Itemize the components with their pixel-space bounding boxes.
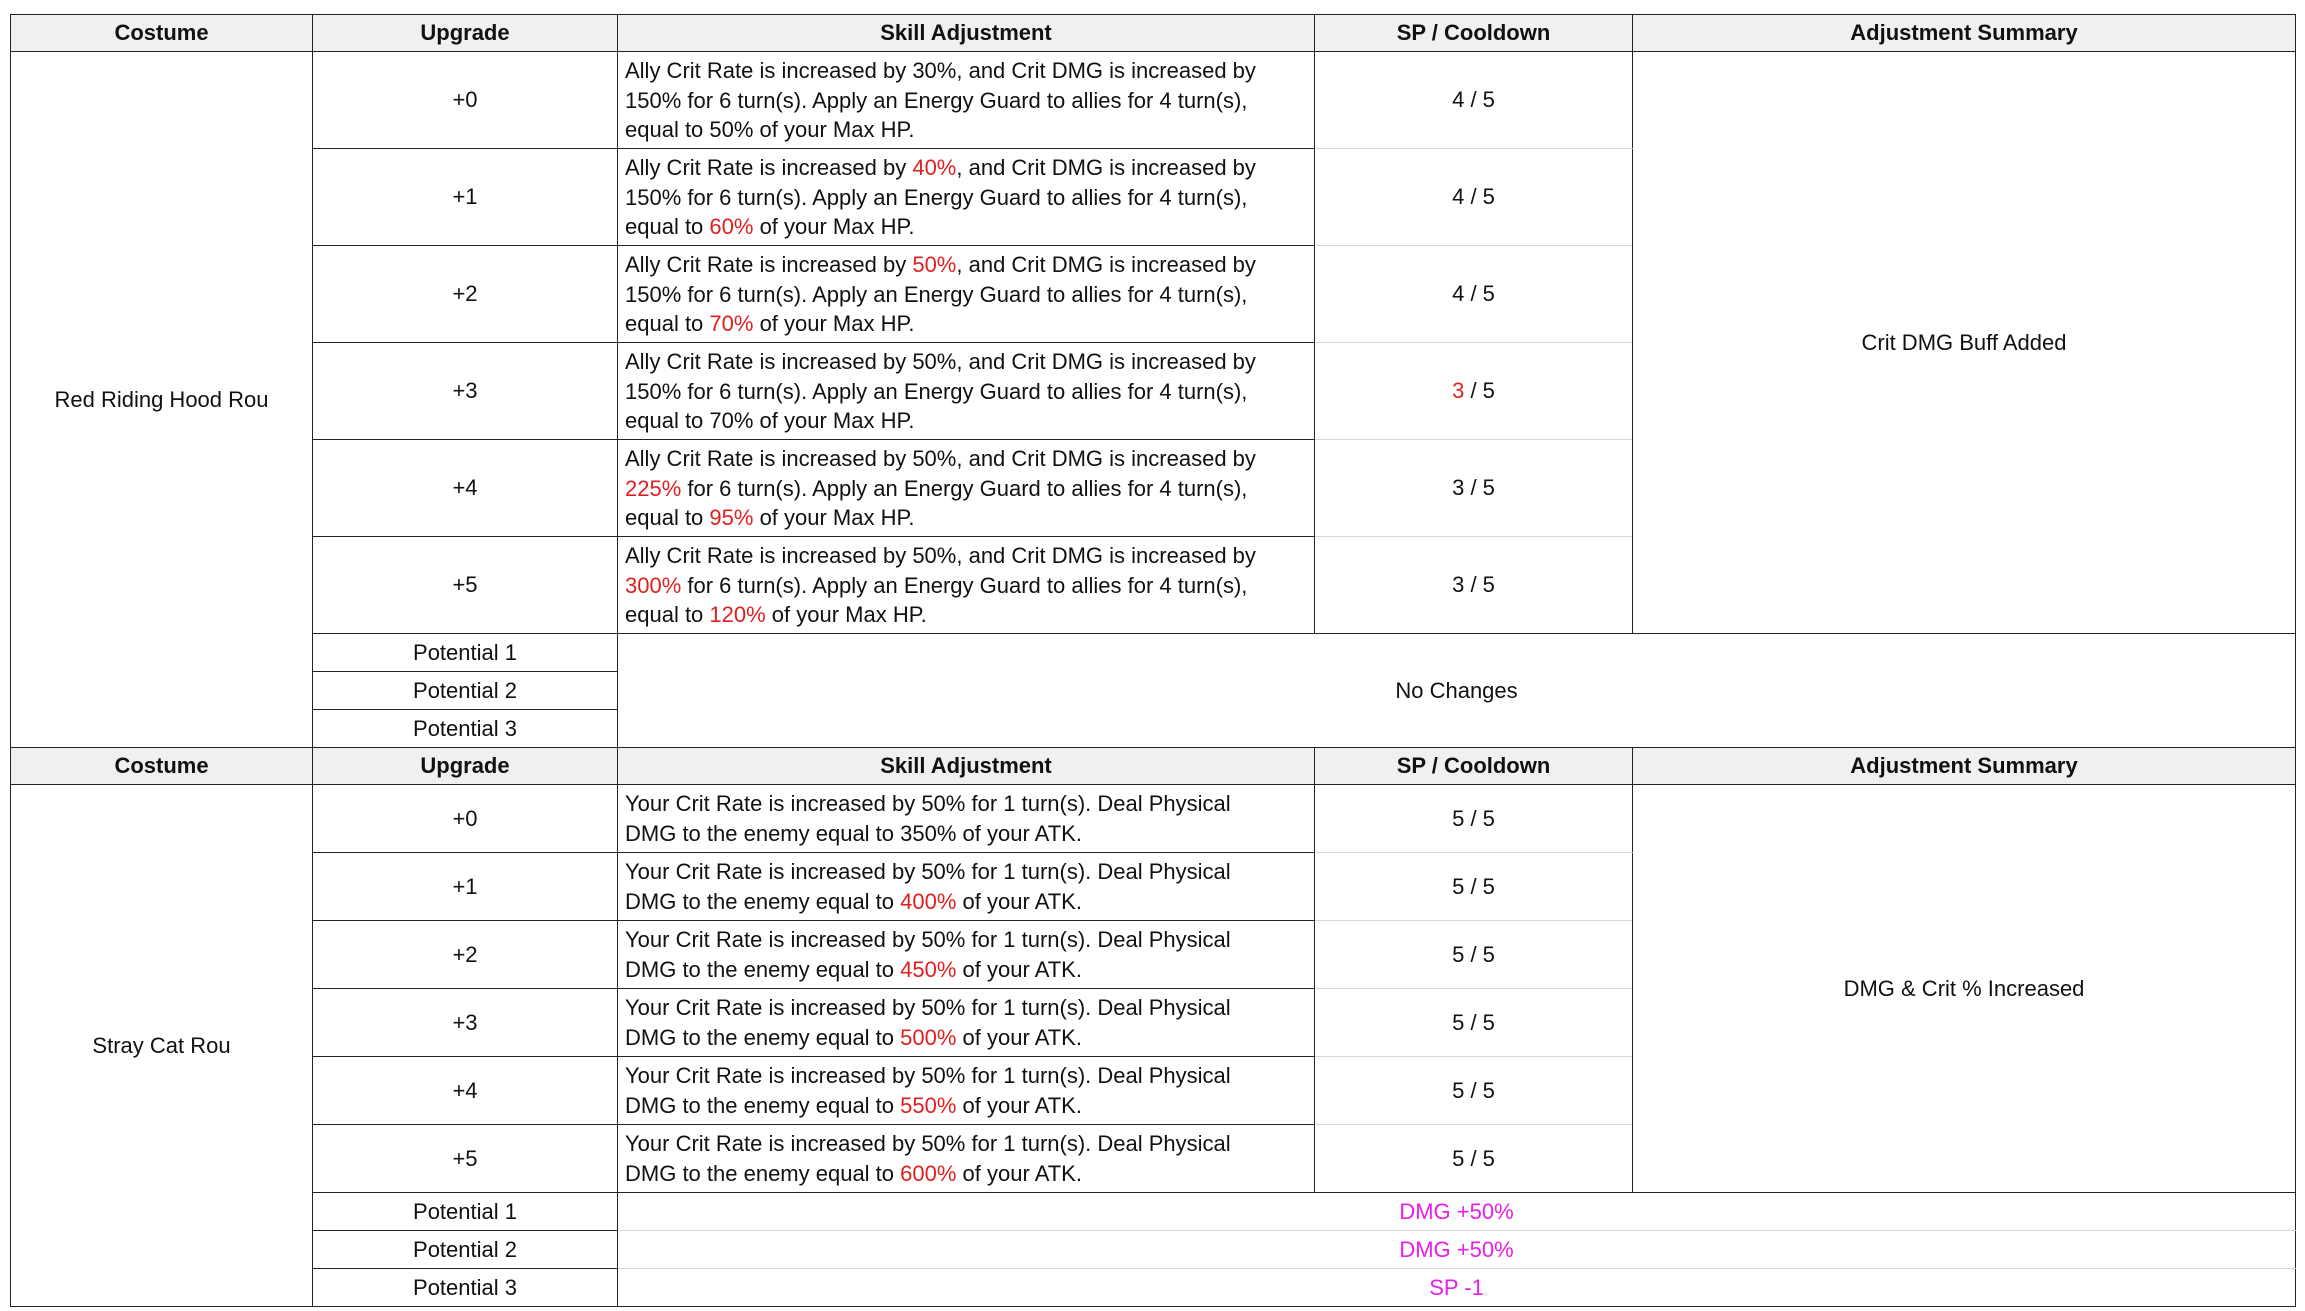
adjustment-summary: Crit DMG Buff Added [1633,52,2296,634]
sp-text: 5 [1452,941,1465,967]
sp-cooldown [1315,989,1633,1057]
upgrade-header: Upgrade [313,15,618,52]
skill-description [618,343,1315,440]
costume-header: Costume [11,15,313,52]
costume-name: Stray Cat Rou [11,785,313,1307]
skill-text: of your ATK. [956,888,1082,914]
upgrade-level: +1 [313,149,618,246]
skill-description [618,440,1315,537]
skill-text: Ally Crit Rate is increased by 50%, and Crit DMG is increased by [625,543,1256,568]
skill-description [618,989,1315,1057]
skill-text: DMG to the enemy equal to 350% of your ATK. [625,820,1082,846]
sp-cooldown [1315,537,1633,634]
table-row [11,785,2296,853]
skill-text: 150% for 6 turn(s). Apply an Energy Guard to allies for 4 turn(s), [625,184,1248,210]
skill-description [618,785,1315,853]
sp-text: / 5 [1464,87,1495,112]
upgrade-level: +1 [313,853,618,921]
costume-name: Red Riding Hood Rou [11,52,313,748]
skill-text: equal to [625,214,710,239]
skill-text: Ally Crit Rate is increased by [625,155,913,180]
sp-cooldown [1315,149,1633,246]
adjustment-summary-header: Adjustment Summary [1633,15,2296,52]
skill-description [618,537,1315,634]
upgrade-level: +2 [313,921,618,989]
skill-text: DMG to the enemy equal to [625,1024,901,1050]
sp-text: 4 [1452,281,1465,306]
skill-text: Your Crit Rate is increased by 50% for 1 turn(s). Deal Physical [625,995,1231,1020]
skill-text: of your ATK. [956,956,1082,982]
sp-text: / 5 [1464,1009,1495,1035]
sp-text: 5 [1452,1009,1465,1035]
potential-value: DMG +50% [618,1231,2296,1269]
skill-description [618,1057,1315,1125]
sp-cooldown-header: SP / Cooldown [1315,748,1633,785]
sp-text: 3 [1452,572,1465,597]
skill-text: equal to [625,602,710,627]
skill-description [618,149,1315,246]
potential-row [11,1231,2296,1269]
potential-label: Potential 2 [313,672,618,710]
sp-text: / 5 [1464,378,1495,403]
sp-text: 5 [1452,1077,1465,1103]
sp-cooldown [1315,921,1633,989]
table-body [11,15,2296,1307]
sp-cooldown [1315,52,1633,149]
sp-cooldown-header: SP / Cooldown [1315,15,1633,52]
sp-text: 5 [1452,805,1465,831]
changed-value: 60% [709,214,754,239]
potential-value: No Changes [618,634,2296,748]
sp-cooldown [1315,246,1633,343]
skill-text: of your ATK. [956,1092,1082,1118]
changed-value: 70% [709,311,754,336]
changed-value: 500% [900,1024,957,1050]
sp-text: 5 [1452,873,1465,899]
skill-text: of your Max HP. [765,602,927,627]
skill-text: DMG to the enemy equal to [625,888,901,914]
skill-text: Your Crit Rate is increased by 50% for 1 turn(s). Deal Physical [625,791,1231,816]
sp-text: / 5 [1464,805,1495,831]
skill-text: Your Crit Rate is increased by 50% for 1 turn(s). Deal Physical [625,927,1231,952]
upgrade-level: +0 [313,785,618,853]
sp-cooldown [1315,440,1633,537]
header-row [11,748,2296,785]
skill-text: of your Max HP. [753,214,915,239]
upgrade-level: +4 [313,1057,618,1125]
changed-value: 50% [912,252,957,277]
sp-cooldown [1315,853,1633,921]
skill-text: 150% for 6 turn(s). Apply an Energy Guard to allies for 4 turn(s), [625,281,1248,307]
sp-text: / 5 [1464,281,1495,306]
upgrade-level: +3 [313,343,618,440]
table-row [11,52,2296,149]
potential-value: DMG +50% [618,1193,2296,1231]
potential-row [11,1269,2296,1307]
upgrade-level: +0 [313,52,618,149]
sp-text: 3 [1452,475,1465,500]
sp-text: / 5 [1464,873,1495,899]
skill-text: equal to [625,311,710,336]
costume-skill-table-container [10,14,2295,1307]
sp-text: / 5 [1464,1077,1495,1103]
skill-description [618,246,1315,343]
skill-text: Your Crit Rate is increased by 50% for 1 turn(s). Deal Physical [625,1063,1231,1088]
costume-skill-table [10,14,2296,1307]
skill-description [618,1125,1315,1193]
potential-value: SP -1 [618,1269,2296,1307]
skill-text: 150% for 6 turn(s). Apply an Energy Guard to allies for 4 turn(s), [625,87,1248,113]
skill-adjustment-header: Skill Adjustment [618,748,1315,785]
upgrade-level: +2 [313,246,618,343]
sp-text: / 5 [1464,475,1495,500]
upgrade-level: +4 [313,440,618,537]
changed-value: 95% [709,505,754,530]
sp-text: / 5 [1464,1145,1495,1171]
potential-label: Potential 2 [313,1231,618,1269]
sp-cooldown [1315,343,1633,440]
upgrade-level: +5 [313,1125,618,1193]
skill-text: of your ATK. [956,1160,1082,1186]
sp-text: / 5 [1464,572,1495,597]
potential-label: Potential 3 [313,710,618,748]
potential-row [11,634,2296,672]
skill-text: Your Crit Rate is increased by 50% for 1 turn(s). Deal Physical [625,859,1231,884]
skill-description [618,921,1315,989]
skill-text: equal to 70% of your Max HP. [625,408,915,433]
skill-text: Your Crit Rate is increased by 50% for 1 turn(s). Deal Physical [625,1131,1231,1156]
changed-value: 225% [625,475,682,501]
skill-description [618,853,1315,921]
potential-row [11,1193,2296,1231]
skill-text: DMG to the enemy equal to [625,956,901,982]
skill-adjustment-header: Skill Adjustment [618,15,1315,52]
skill-text: equal to [625,505,710,530]
skill-text: Ally Crit Rate is increased by 50%, and Crit DMG is increased by [625,349,1256,374]
changed-value: 600% [900,1160,957,1186]
skill-text: of your ATK. [956,1024,1082,1050]
skill-text: DMG to the enemy equal to [625,1092,901,1118]
potential-label: Potential 1 [313,1193,618,1231]
changed-value: 40% [912,155,957,180]
skill-text: of your Max HP. [753,311,915,336]
upgrade-level: +5 [313,537,618,634]
changed-value: 550% [900,1092,957,1118]
sp-cooldown [1315,785,1633,853]
sp-cooldown [1315,1125,1633,1193]
sp-text: / 5 [1464,941,1495,967]
sp-text: 4 [1452,184,1465,209]
sp-cooldown [1315,1057,1633,1125]
changed-sp-value: 3 [1452,378,1465,403]
adjustment-summary-header: Adjustment Summary [1633,748,2296,785]
skill-text: , and Crit DMG is increased by [956,155,1256,180]
sp-text: 4 [1452,87,1465,112]
changed-value: 400% [900,888,957,914]
skill-text: for 6 turn(s). Apply an Energy Guard to allies for 4 turn(s), [681,572,1248,598]
skill-text: DMG to the enemy equal to [625,1160,901,1186]
changed-value: 450% [900,956,957,982]
upgrade-header: Upgrade [313,748,618,785]
skill-text: for 6 turn(s). Apply an Energy Guard to allies for 4 turn(s), [681,475,1248,501]
header-row [11,15,2296,52]
potential-label: Potential 1 [313,634,618,672]
changed-value: 120% [709,602,766,627]
upgrade-level: +3 [313,989,618,1057]
skill-text: Ally Crit Rate is increased by 50%, and Crit DMG is increased by [625,446,1256,471]
changed-value: 300% [625,572,682,598]
skill-text: of your Max HP. [753,505,915,530]
sp-text: 5 [1452,1145,1465,1171]
skill-text: equal to 50% of your Max HP. [625,117,915,142]
skill-text: Ally Crit Rate is increased by [625,252,913,277]
potential-label: Potential 3 [313,1269,618,1307]
skill-text: , and Crit DMG is increased by [956,252,1256,277]
skill-text: Ally Crit Rate is increased by 30%, and Crit DMG is increased by [625,58,1256,83]
costume-header: Costume [11,748,313,785]
skill-description [618,52,1315,149]
sp-text: / 5 [1464,184,1495,209]
adjustment-summary: DMG & Crit % Increased [1633,785,2296,1193]
skill-text: 150% for 6 turn(s). Apply an Energy Guard to allies for 4 turn(s), [625,378,1248,404]
